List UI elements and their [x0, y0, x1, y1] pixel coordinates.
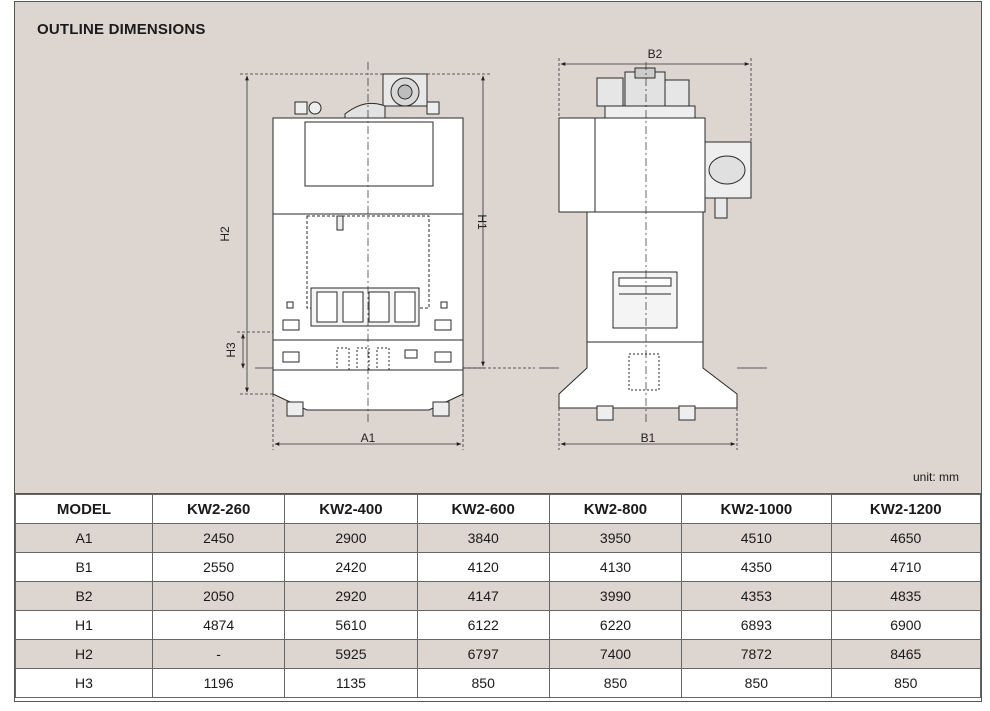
table-cell: 6893 — [682, 611, 831, 640]
row-label: B2 — [16, 582, 153, 611]
table-header-row — [16, 495, 981, 524]
label-b1: B1 — [640, 431, 656, 445]
header-cell: KW2-1200 — [831, 495, 980, 524]
spec-table — [15, 494, 981, 698]
unit-note: unit: mm — [912, 470, 959, 484]
table-cell: 4710 — [831, 553, 980, 582]
table-cell: 3990 — [549, 582, 681, 611]
page-title: OUTLINE DIMENSIONS — [37, 21, 206, 38]
header-cell: MODEL — [16, 495, 153, 524]
drawing-panel — [15, 2, 981, 494]
table-cell: 6220 — [549, 611, 681, 640]
table-cell: 2920 — [285, 582, 417, 611]
table-cell: 4650 — [831, 524, 980, 553]
row-label: A1 — [16, 524, 153, 553]
row-label: H3 — [16, 669, 153, 698]
table-cell: 850 — [417, 669, 549, 698]
table-cell: 1196 — [153, 669, 285, 698]
outline-sheet — [14, 1, 982, 702]
table-cell: 6797 — [417, 640, 549, 669]
header-cell: KW2-400 — [285, 495, 417, 524]
table-cell: 3950 — [549, 524, 681, 553]
table-row — [16, 524, 981, 553]
table-cell: 850 — [682, 669, 831, 698]
table-cell: 7872 — [682, 640, 831, 669]
table-cell: 2420 — [285, 553, 417, 582]
row-label: H2 — [16, 640, 153, 669]
table-cell: 4130 — [549, 553, 681, 582]
label-h1: H1 — [475, 214, 489, 230]
table-cell: 3840 — [417, 524, 549, 553]
table-cell: 6122 — [417, 611, 549, 640]
table-cell: 7400 — [549, 640, 681, 669]
table-cell: 2550 — [153, 553, 285, 582]
table-cell: 8465 — [831, 640, 980, 669]
label-h2: H2 — [218, 226, 232, 242]
table-cell: 5925 — [285, 640, 417, 669]
table-row — [16, 611, 981, 640]
table-cell: 850 — [549, 669, 681, 698]
table-cell: 6900 — [831, 611, 980, 640]
table-cell: - — [153, 640, 285, 669]
outline-drawing — [15, 2, 981, 493]
table-cell: 4835 — [831, 582, 980, 611]
table-cell: 4353 — [682, 582, 831, 611]
label-a1: A1 — [360, 431, 376, 445]
row-label: B1 — [16, 553, 153, 582]
side-view — [559, 62, 751, 422]
label-b2: B2 — [647, 47, 663, 61]
table-cell: 4120 — [417, 553, 549, 582]
table-cell: 4510 — [682, 524, 831, 553]
row-label: H1 — [16, 611, 153, 640]
front-view — [273, 62, 463, 422]
table-row — [16, 553, 981, 582]
table-cell: 4147 — [417, 582, 549, 611]
table-row — [16, 669, 981, 698]
table-cell: 2450 — [153, 524, 285, 553]
table-cell: 4874 — [153, 611, 285, 640]
header-cell: KW2-600 — [417, 495, 549, 524]
header-cell: KW2-260 — [153, 495, 285, 524]
table-cell: 850 — [831, 669, 980, 698]
table-cell: 4350 — [682, 553, 831, 582]
table-cell: 1135 — [285, 669, 417, 698]
table-cell: 2900 — [285, 524, 417, 553]
table-row — [16, 640, 981, 669]
label-h3: H3 — [224, 342, 238, 358]
table-cell: 5610 — [285, 611, 417, 640]
header-cell: KW2-800 — [549, 495, 681, 524]
table-row — [16, 582, 981, 611]
header-cell: KW2-1000 — [682, 495, 831, 524]
table-cell: 2050 — [153, 582, 285, 611]
